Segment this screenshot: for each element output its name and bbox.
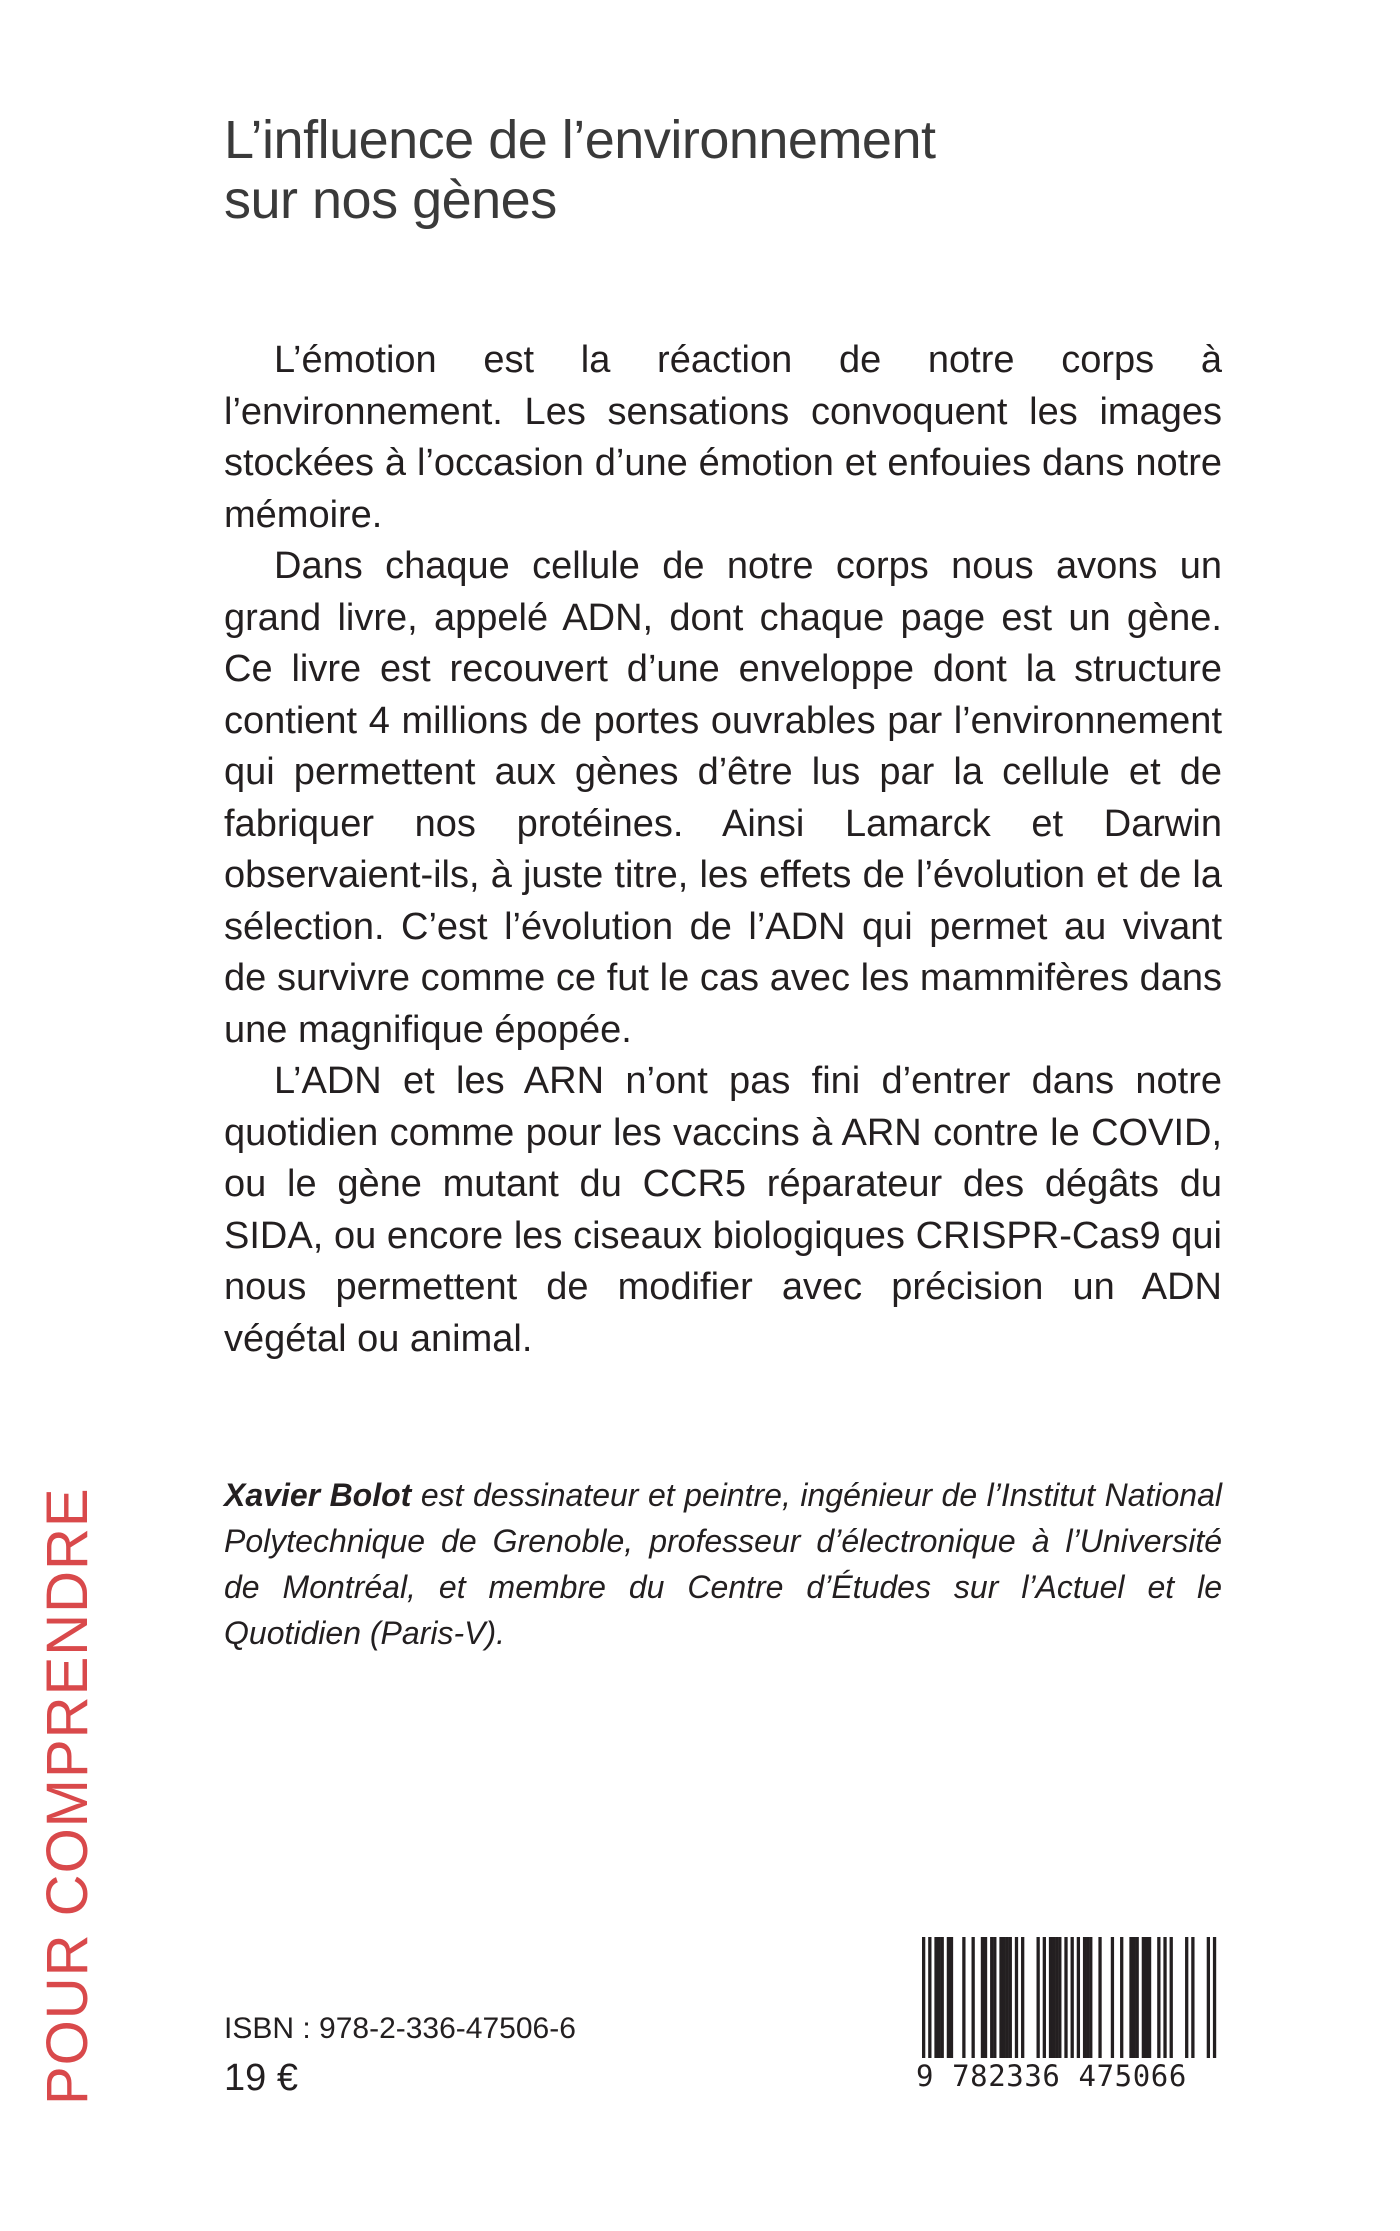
barcode-bar — [1015, 1937, 1018, 2059]
barcode-bar — [1052, 1937, 1055, 2059]
barcode-bar — [1129, 1937, 1132, 2059]
title-line-1: L’influence de l’environnement — [224, 110, 936, 170]
barcode-bar — [1120, 1937, 1123, 2059]
barcode-bar — [1002, 1937, 1005, 2059]
barcode-bar — [1185, 1937, 1188, 2059]
barcode-bar — [941, 1937, 944, 2059]
barcode-bar — [1037, 1937, 1040, 2059]
barcode-bar — [937, 1937, 940, 2059]
barcode-bar — [950, 1937, 953, 2059]
barcode-bar — [1055, 1937, 1058, 2059]
barcode-bar — [999, 1937, 1002, 2059]
barcode-bar — [1009, 1937, 1012, 2059]
barcode-bar — [1086, 1937, 1089, 2059]
barcode-bar — [1191, 1937, 1194, 2059]
book-title — [224, 110, 1224, 230]
series-name: POUR COMPRENDRE — [35, 1487, 100, 2105]
barcode-bar — [1043, 1937, 1046, 2059]
barcode-bar — [1049, 1937, 1052, 2059]
author-bio-text: est dessinateur et peintre, ingénieur de l’Institut National Polytechnique de Grenoble, professeur d’électronique à l’Université de Montréal, et membre du Centre d’Études sur l’Actuel et le Quotidien (Paris-V). — [224, 1477, 1223, 1651]
isbn: ISBN : 978-2-336-47506-6 — [224, 2012, 576, 2045]
barcode-bar — [1089, 1937, 1092, 2059]
barcode-bar — [1170, 1937, 1173, 2059]
barcode-bar — [1145, 1937, 1148, 2059]
barcode-bar — [1098, 1937, 1101, 2059]
barcode-bar — [1006, 1937, 1009, 2059]
barcode-bar — [1083, 1937, 1086, 2059]
barcode-bar — [993, 1937, 996, 2059]
barcode-bar — [1111, 1937, 1114, 2059]
barcode-bar — [1163, 1937, 1166, 2059]
author-bio — [224, 1472, 1222, 1656]
summary-paragraph-2: Dans chaque cellule de notre corps nous avons un grand livre, appelé ADN, dont chaque page est un gène. Ce livre est recouvert d’une enveloppe dont la structure contient 4 millions de portes ouvrables par l’environnement qui permettent aux gènes d’être lus par la cellule et de fabriquer nos protéines. Ainsi Lamarck et Darwin observaient-ils, à juste titre, les effets de l’évolution et de la sélection. C’est l’évolution de l’ADN qui permet au vivant de survivre comme ce fut le cas avec les mammifères dans une magnifique épopée. — [224, 545, 1222, 1051]
barcode-bar — [962, 1937, 965, 2059]
barcode-bar — [1148, 1937, 1151, 2059]
barcode-bar — [984, 1937, 987, 2059]
summary-text — [224, 335, 1222, 1365]
barcode-bar — [972, 1937, 975, 2059]
barcode-bar — [990, 1937, 993, 2059]
barcode-bar — [1142, 1937, 1145, 2059]
barcode-bar — [934, 1937, 937, 2059]
summary-paragraph-3: L’ADN et les ARN n’ont pas fini d’entrer dans notre quotidien comme pour les vaccins à ARN contre le COVID, ou le gène mutant du CCR5 réparateur des dégâts du SIDA, ou encore les ciseaux biologiques CRISPR-Cas9 qui nous permettent de modifier avec précision un ADN végétal ou animal. — [224, 1060, 1222, 1360]
barcode-bar — [1058, 1937, 1061, 2059]
barcode-bar — [981, 1937, 984, 2059]
barcode-bar — [1157, 1937, 1160, 2059]
barcode-bar — [1077, 1937, 1080, 2059]
barcode-bar — [1021, 1937, 1024, 2059]
barcode-bar — [1136, 1937, 1139, 2059]
author-name: Xavier Bolot — [224, 1477, 412, 1513]
barcode-bar — [947, 1937, 950, 2059]
summary-paragraph-1: L’émotion est la réaction de notre corps à l’environnement. Les sensations convoquent les images stockées à l’occasion d’une émotion et enfouies dans notre mémoire. — [224, 339, 1222, 536]
title-line-2: sur nos gènes — [224, 170, 557, 230]
barcode-bar — [1132, 1937, 1135, 2059]
barcode-digits: 9 782336 475066 — [916, 2058, 1222, 2094]
price: 19 € — [224, 2057, 298, 2099]
